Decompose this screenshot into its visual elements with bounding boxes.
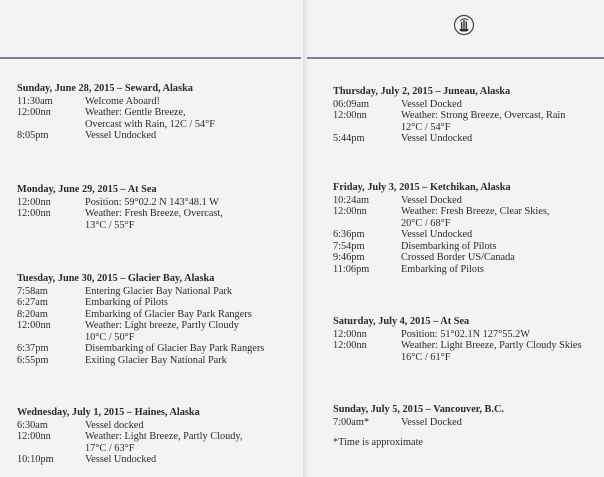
day-block [333,316,599,363]
itinerary-entry [17,96,215,108]
itinerary-entry [333,206,599,229]
entry-text: Weather: Light Breeze, Partly Cloudy, 17°C / 63°F [85,431,243,454]
day-block [17,273,264,366]
itinerary-entry [333,110,599,133]
day-title: Sunday, July 5, 2015 – Vancouver, B.C. [333,404,504,415]
entry-time: 7:58am [17,285,48,297]
entry-text: Vessel Undocked [85,454,157,465]
day-block [333,86,599,145]
entry-text: Welcome Aboard! [85,95,160,107]
entry-text: Exiting Glacier Bay National Park [85,354,227,366]
day-title: Thursday, July 2, 2015 – Juneau, Alaska [333,86,511,97]
entry-text: Embarking of Glacier Bay Park Rangers [85,308,252,320]
day-title: Saturday, July 4, 2015 – At Sea [333,316,470,327]
itinerary-entry [17,355,264,367]
entry-time: 8:20am [17,308,48,320]
day-block [17,407,243,466]
entry-text: Weather: Fresh Breeze, Clear Skies, 20°C / 68°F [401,206,550,229]
itinerary-entry [17,431,243,454]
entry-time: 12:00nn [333,340,367,351]
ship-crest-icon [453,14,475,36]
day-title: Sunday, June 28, 2015 – Seward, Alaska [17,83,193,94]
entry-time: 11:06pm [333,263,370,275]
entry-text: Position: 51°02.1N 127°55.2W [401,328,530,340]
footnote: *Time is approximate [333,437,423,448]
header-rule-left [0,57,301,59]
entry-text: Position: 59°02.2 N 143°48.1 W [85,196,219,208]
itinerary-entry [333,340,599,363]
entry-time: 12:00nn [333,110,367,121]
itinerary-entry [333,229,599,241]
entry-time: 12:00nn [17,208,51,219]
itinerary-entry [333,99,599,111]
itinerary-entry [17,309,264,321]
entry-text: Weather: Light Breeze, Partly Cloudy Skies 16°C / 61°F [401,340,582,363]
itinerary-entry [333,195,599,207]
itinerary-entry [17,286,264,298]
entry-text: Weather: Gentle Breeze, Overcast with Rain, 12C / 54°F [85,107,215,130]
entry-text: Embarking of Pilots [85,297,168,308]
itinerary-entry [17,297,264,309]
itinerary-entry [333,241,599,253]
entry-text: Vessel Undocked [85,130,157,141]
entry-text: Vessel Docked [401,194,462,206]
entry-text: Weather: Light breeze, Partly Cloudy 10°C / 50°F [85,320,239,343]
itinerary-entry [333,133,599,145]
entry-time: 12:00nn [17,320,51,331]
entry-text: Entering Glacier Bay National Park [85,285,232,297]
entry-time: 12:00nn [333,328,367,340]
itinerary-entry [333,264,599,276]
entry-text: Crossed Border US/Canada [401,252,515,263]
fold-shadow [305,0,311,477]
itinerary-entry [333,252,599,264]
entry-time: 7:54pm [333,240,365,252]
itinerary-entry [17,130,215,142]
itinerary-entry [17,454,243,466]
itinerary-entry [333,329,599,341]
day-block [17,83,215,142]
entry-time: 11:30am [17,95,53,107]
day-block [17,184,223,231]
entry-text: Vessel docked [85,419,144,431]
entry-time: 8:05pm [17,130,49,141]
day-title: Tuesday, June 30, 2015 – Glacier Bay, Alaska [17,273,215,284]
entry-time: 6:37pm [17,343,49,354]
day-block [333,404,599,428]
itinerary-entry [17,208,223,231]
entry-time: 12:00nn [17,431,51,442]
entry-text: Disembarking of Glacier Bay Park Rangers [85,343,265,354]
entry-time: 9:46pm [333,252,365,263]
itinerary-entry [17,420,243,432]
entry-text: Vessel Undocked [401,229,473,240]
itinerary-entry [17,343,264,355]
itinerary-entry [17,320,264,343]
entry-time: 6:30am [17,419,48,431]
entry-time: 12:00nn [17,107,51,118]
entry-time: 12:00nn [17,196,51,208]
entry-time: 5:44pm [333,133,365,144]
entry-time: 06:09am [333,98,370,110]
itinerary-entry [17,107,215,130]
entry-text: Vessel Docked [401,98,462,110]
entry-text: Disembarking of Pilots [401,240,497,252]
entry-text: Vessel Docked [401,416,462,428]
day-title: Monday, June 29, 2015 – At Sea [17,184,157,195]
itinerary-entry [333,417,599,429]
day-block [333,182,599,275]
entry-time: 10:24am [333,194,370,206]
entry-time: 7:00am* [333,416,370,428]
itinerary-entry [17,197,223,209]
entry-time: 6:55pm [17,354,49,366]
entry-time: 6:36pm [333,229,365,240]
header-rule-right [307,57,604,59]
entry-text: Vessel Undocked [401,133,473,144]
day-title: Friday, July 3, 2015 – Ketchikan, Alaska [333,182,511,193]
entry-time: 6:27am [17,297,48,308]
entry-time: 12:00nn [333,206,367,217]
entry-text: Weather: Fresh Breeze, Overcast, 13°C / 55°F [85,208,223,231]
day-title: Wednesday, July 1, 2015 – Haines, Alaska [17,407,200,418]
entry-text: Weather: Strong Breeze, Overcast, Rain 12°C / 54°F [401,110,566,133]
entry-time: 10:10pm [17,454,54,465]
entry-text: Embarking of Pilots [401,263,484,275]
